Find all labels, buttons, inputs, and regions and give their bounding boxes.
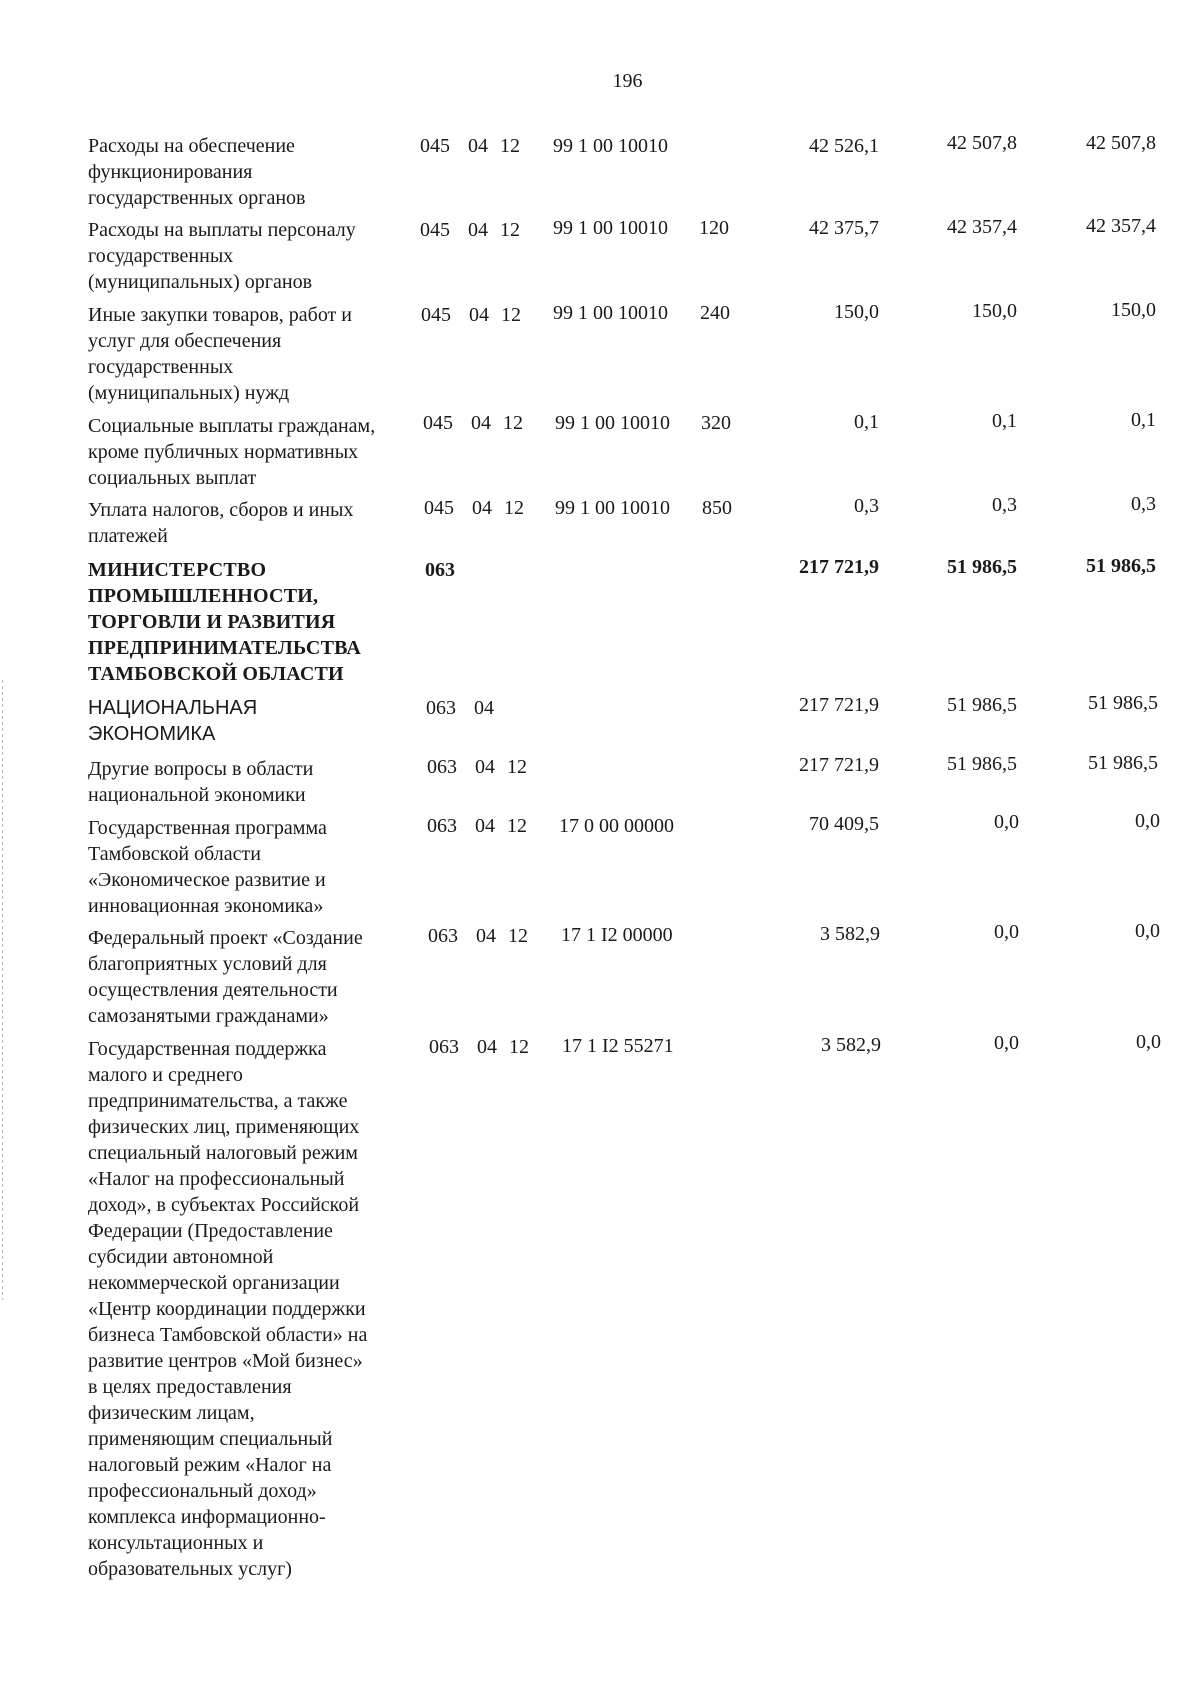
expense-code: 240 xyxy=(700,302,730,324)
amount-year1: 0,3 xyxy=(854,495,879,517)
amount-year3: 0,3 xyxy=(1131,493,1156,515)
amount-year1: 217 721,9 xyxy=(799,694,879,716)
row-description: НАЦИОНАЛЬНАЯ ЭКОНОМИКА xyxy=(88,697,258,745)
target-code: 99 1 00 10010 xyxy=(553,302,668,324)
amount-year2: 51 986,5 xyxy=(947,694,1017,716)
ministry-code: 045 xyxy=(420,135,450,157)
amount-year3: 0,0 xyxy=(1135,920,1160,942)
section-code: 04 xyxy=(476,925,496,947)
amount-year2: 0,0 xyxy=(994,1032,1019,1054)
amount-year2: 150,0 xyxy=(972,300,1017,322)
amount-year1: 150,0 xyxy=(834,301,879,323)
amount-year2: 42 507,8 xyxy=(947,132,1017,154)
amount-year2: 0,0 xyxy=(994,921,1019,943)
ministry-code: 063 xyxy=(428,925,458,947)
section-code: 04 xyxy=(475,815,495,837)
subsection-code: 12 xyxy=(507,815,527,837)
ministry-code: 063 xyxy=(429,1036,459,1058)
amount-year1: 217 721,9 xyxy=(799,754,879,776)
subsection-code: 12 xyxy=(508,925,528,947)
amount-year1: 217 721,9 xyxy=(799,556,879,578)
subsection-code: 12 xyxy=(500,219,520,241)
amount-year3: 150,0 xyxy=(1111,299,1156,321)
amount-year1: 3 582,9 xyxy=(820,923,880,945)
row-description: Другие вопросы в области национальной экономики xyxy=(88,758,314,806)
target-code: 99 1 00 10010 xyxy=(555,412,670,434)
amount-year1: 70 409,5 xyxy=(809,813,879,835)
target-code: 17 1 I2 55271 xyxy=(562,1035,674,1057)
amount-year2: 0,1 xyxy=(992,410,1017,432)
row-description: Социальные выплаты гражданам, кроме публичных нормативных социальных выплат xyxy=(88,415,376,489)
page-number: 196 xyxy=(612,70,643,92)
subsection-code: 12 xyxy=(509,1036,529,1058)
amount-year3: 42 507,8 xyxy=(1086,132,1156,154)
target-code: 99 1 00 10010 xyxy=(555,497,670,519)
expense-code: 120 xyxy=(699,217,729,239)
subsection-code: 12 xyxy=(501,304,521,326)
subsection-code: 12 xyxy=(507,756,527,778)
amount-year2: 51 986,5 xyxy=(947,753,1017,775)
amount-year2: 42 357,4 xyxy=(947,216,1017,238)
ministry-code: 045 xyxy=(423,412,453,434)
target-code: 17 1 I2 00000 xyxy=(561,924,673,946)
row-description: Государственная поддержка малого и среднего предпринимательства, а также физических лиц, применяющих специальный налоговый режим «Налог на профессиональный доход», в субъектах Российской Федерации (Предоставление субсидии автономной некоммерческой организации «Центр координации поддержки бизнеса Тамбовской области» на развитие центров «Мой бизнес» в целях предоставления физическим лицам, применяющим специальный налоговый режим «Налог на профессиональный доход» комплекса информационно- консультационных и образовательных услуг) xyxy=(88,1038,368,1580)
section-code: 04 xyxy=(469,304,489,326)
expense-code: 320 xyxy=(701,412,731,434)
amount-year1: 3 582,9 xyxy=(821,1034,881,1056)
section-code: 04 xyxy=(477,1036,497,1058)
row-description: Уплата налогов, сборов и иных платежей xyxy=(88,499,354,547)
ministry-code: 063 xyxy=(427,815,457,837)
section-code: 04 xyxy=(474,697,494,719)
amount-year2: 0,0 xyxy=(994,811,1019,833)
amount-year1: 42 526,1 xyxy=(809,135,879,157)
amount-year3: 0,0 xyxy=(1136,1031,1161,1053)
section-code: 04 xyxy=(468,219,488,241)
amount-year2: 0,3 xyxy=(992,494,1017,516)
amount-year1: 0,1 xyxy=(854,411,879,433)
target-code: 99 1 00 10010 xyxy=(553,217,668,239)
target-code: 17 0 00 00000 xyxy=(559,815,674,837)
section-code: 04 xyxy=(468,135,488,157)
section-code: 04 xyxy=(475,756,495,778)
section-code: 04 xyxy=(471,412,491,434)
amount-year3: 0,1 xyxy=(1131,409,1156,431)
expense-code: 850 xyxy=(702,497,732,519)
section-code: 04 xyxy=(472,497,492,519)
amount-year2: 51 986,5 xyxy=(947,556,1017,578)
row-description: Федеральный проект «Создание благоприятных условий для осуществления деятельности самозанятыми гражданами» xyxy=(88,927,363,1027)
subsection-code: 12 xyxy=(503,412,523,434)
ministry-code: 063 xyxy=(427,756,457,778)
subsection-code: 12 xyxy=(504,497,524,519)
amount-year3: 51 986,5 xyxy=(1088,752,1158,774)
ministry-code: 063 xyxy=(426,697,456,719)
row-description: МИНИСТЕРСТВО ПРОМЫШЛЕННОСТИ, ТОРГОВЛИ И РАЗВИТИЯ ПРЕДПРИНИМАТЕЛЬСТВА ТАМБОВСКОЙ ОБЛАСТИ xyxy=(88,559,362,685)
row-description: Государственная программа Тамбовской области «Экономическое развитие и инновационная экономика» xyxy=(88,817,327,917)
subsection-code: 12 xyxy=(500,135,520,157)
amount-year3: 42 357,4 xyxy=(1086,215,1156,237)
amount-year3: 0,0 xyxy=(1135,810,1160,832)
scan-margin-artifact xyxy=(2,680,3,1300)
row-description: Иные закупки товаров, работ и услуг для обеспечения государственных (муниципальных) нужд xyxy=(88,304,353,404)
ministry-code: 063 xyxy=(425,559,455,581)
target-code: 99 1 00 10010 xyxy=(553,135,668,157)
amount-year3: 51 986,5 xyxy=(1088,692,1158,714)
ministry-code: 045 xyxy=(421,304,451,326)
row-description: Расходы на выплаты персоналу государственных (муниципальных) органов xyxy=(88,219,356,293)
amount-year1: 42 375,7 xyxy=(809,217,879,239)
ministry-code: 045 xyxy=(420,219,450,241)
amount-year3: 51 986,5 xyxy=(1086,555,1156,577)
ministry-code: 045 xyxy=(424,497,454,519)
row-description: Расходы на обеспечение функционирования государственных органов xyxy=(88,135,306,209)
